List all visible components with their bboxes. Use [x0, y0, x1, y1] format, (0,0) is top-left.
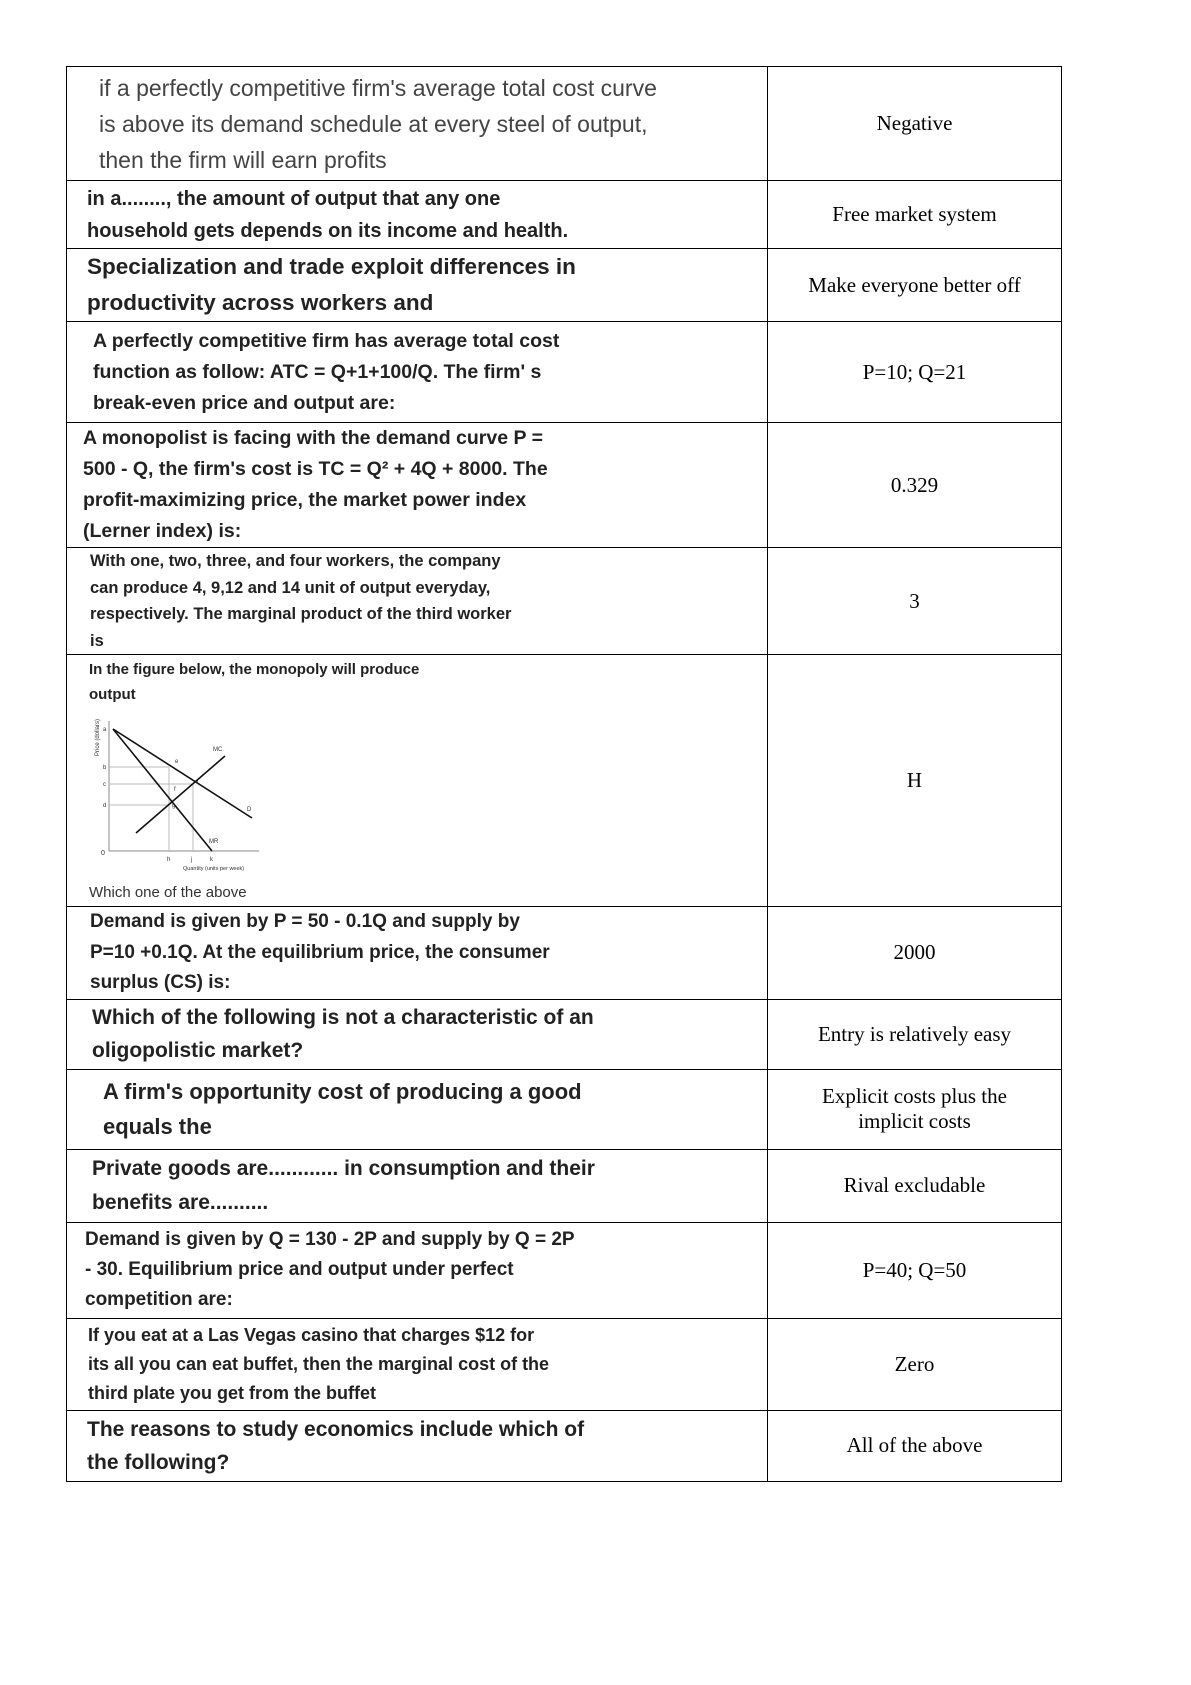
price-label-b: b — [103, 765, 107, 771]
question-cell — [67, 1149, 768, 1222]
question-text: Demand is given by P = 50 - 0.1Q and supply by P=10 +0.1Q. At the equilibrium price, the consumer surplus (CS) is: — [90, 911, 550, 993]
table-row — [67, 181, 1062, 249]
mc-curve — [136, 756, 225, 833]
price-label-c: c — [103, 782, 106, 788]
answer-cell: P=40; Q=50 — [768, 1222, 1062, 1318]
table-row — [67, 907, 1062, 1000]
answer-cell: Entry is relatively easy — [768, 999, 1062, 1069]
mr-label: MR — [209, 839, 219, 845]
table-row — [67, 1318, 1062, 1410]
mc-label: MC — [213, 747, 223, 753]
question-cell — [67, 249, 768, 322]
answer-cell: Explicit costs plus the implicit costs — [768, 1069, 1062, 1149]
table-row — [67, 548, 1062, 655]
answer-cell: 2000 — [768, 907, 1062, 1000]
question-cell — [67, 67, 768, 181]
answer-cell: Zero — [768, 1318, 1062, 1410]
qa-table — [66, 66, 1062, 1482]
question-text: The reasons to study economics include which of the following? — [87, 1417, 585, 1474]
table-row — [67, 322, 1062, 423]
question-text: A perfectly competitive firm has average total cost function as follow: ATC = Q+1+100/Q. The firm' s break-even price and output are: — [93, 329, 560, 414]
question-cell — [67, 423, 768, 548]
monopoly-figure — [89, 711, 269, 876]
table-row — [67, 1149, 1062, 1222]
point-e-label: e — [175, 759, 179, 765]
question-cell — [67, 907, 768, 1000]
quantity-label-k: k — [210, 857, 213, 863]
price-label-d: d — [103, 803, 107, 809]
quantity-label-h: h — [167, 857, 171, 863]
question-cell — [67, 322, 768, 423]
question-cell — [67, 1069, 768, 1149]
question-text: If you eat at a Las Vegas casino that charges $12 for its all you can eat buffet, then the marginal cost of the third plate you get from the buffet — [88, 1324, 550, 1403]
answer-cell: Make everyone better off — [768, 249, 1062, 322]
x-axis-label: Quantity (units per week) — [183, 866, 245, 872]
question-text: in a........, the amount of output that any one household gets depends on its income and health. — [87, 187, 569, 242]
question-text: Private goods are............ in consumption and their benefits are.......... — [92, 1156, 595, 1214]
answer-cell: Free market system — [768, 181, 1062, 249]
table-row — [67, 1410, 1062, 1481]
question-text: Which of the following is not a characteristic of an oligopolistic market? — [92, 1006, 594, 1062]
quantity-label-j: j — [191, 857, 193, 863]
table-row — [67, 1069, 1062, 1149]
point-i-label: i — [197, 780, 199, 786]
question-text: Specialization and trade exploit differences in productivity across workers and — [87, 254, 576, 315]
question-text: In the figure below, the monopoly will produce output — [89, 661, 420, 703]
answer-cell: All of the above — [768, 1410, 1062, 1481]
question-footer: Which one of the above — [89, 884, 247, 901]
question-cell — [67, 1318, 768, 1410]
answer-cell: Rival excludable — [768, 1149, 1062, 1222]
question-cell — [67, 1410, 768, 1481]
table-row — [67, 655, 1062, 907]
price-label-a: a — [103, 727, 107, 733]
question-text: Demand is given by Q = 130 - 2P and supply by Q = 2P - 30. Equilibrium price and output under perfect competition are: — [85, 1229, 575, 1310]
question-text: A monopolist is facing with the demand curve P = 500 - Q, the firm's cost is TC = Q² + 4Q + 8000. The profit-maximizing price, the market power index (Lerner index) is: — [83, 427, 548, 542]
table-row — [67, 423, 1062, 548]
answer-cell: Negative — [768, 67, 1062, 181]
answer-cell: P=10; Q=21 — [768, 322, 1062, 423]
question-text: if a perfectly competitive firm's average total cost curve is above its demand schedule at every steel of output, then the firm will earn profits — [99, 74, 657, 173]
question-cell — [67, 548, 768, 655]
question-text: A firm's opportunity cost of producing a good equals the — [103, 1079, 582, 1139]
question-cell — [67, 999, 768, 1069]
question-cell — [67, 655, 768, 907]
answer-cell: 3 — [768, 548, 1062, 655]
answer-cell: H — [768, 655, 1062, 907]
question-cell — [67, 1222, 768, 1318]
table-row — [67, 999, 1062, 1069]
answer-cell: 0.329 — [768, 423, 1062, 548]
question-text: With one, two, three, and four workers, the company can produce 4, 9,12 and 14 unit of output everyday, respectively. The marginal product of the third worker is — [90, 552, 512, 650]
table-row — [67, 67, 1062, 181]
mr-curve — [113, 729, 212, 851]
table-row — [67, 249, 1062, 322]
table-row — [67, 1222, 1062, 1318]
point-g-label: g — [172, 803, 176, 809]
question-cell — [67, 181, 768, 249]
y-axis-label: Price (dollars) — [95, 718, 101, 756]
point-f-label: f — [174, 787, 176, 793]
d-label: D — [247, 807, 252, 813]
origin-label: 0 — [101, 850, 105, 857]
